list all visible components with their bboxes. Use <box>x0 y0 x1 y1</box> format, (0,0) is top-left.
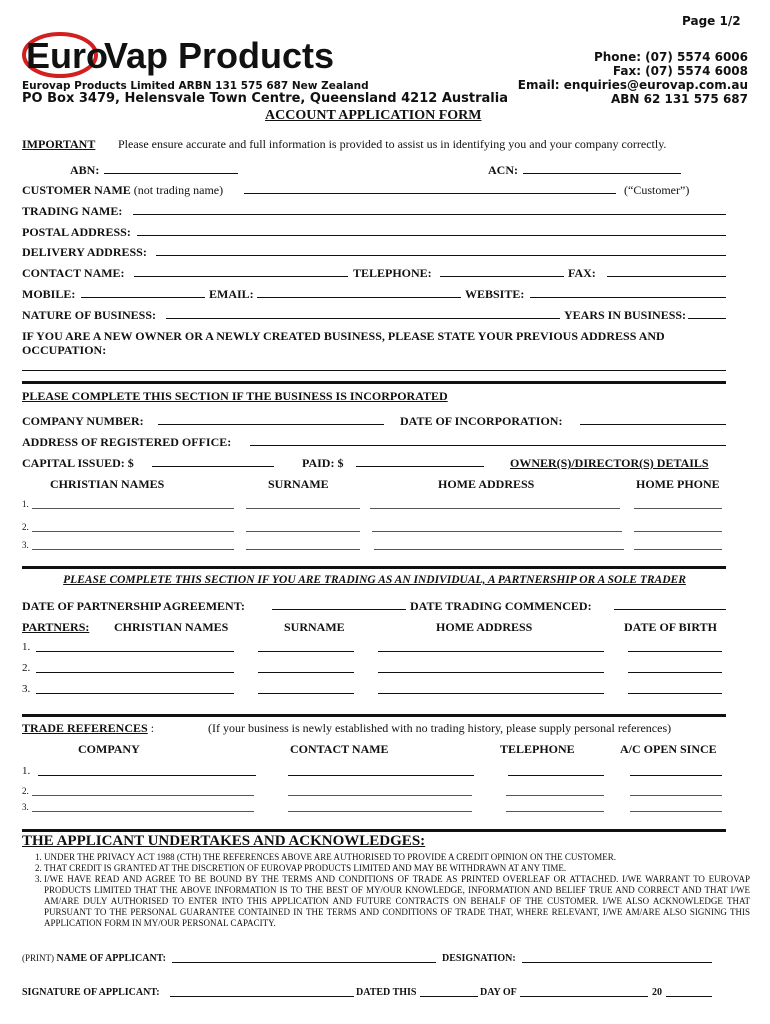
customer-name-note: (not trading name) <box>133 183 224 197</box>
ref-row-number: 2. <box>22 786 29 796</box>
col-ac-open-since: A/C OPEN SINCE <box>620 742 717 756</box>
partner-3-dob[interactable] <box>628 693 722 694</box>
owner-3-christian-name[interactable] <box>32 549 234 550</box>
designation-label: DESIGNATION: <box>442 953 516 964</box>
partner-3-address[interactable] <box>378 693 604 694</box>
print-prefix: (PRINT) <box>22 953 54 963</box>
postal-address-label: POSTAL ADDRESS: <box>22 225 131 239</box>
abn-field[interactable] <box>104 163 238 174</box>
company-registration: Eurovap Products Limited ARBN 131 575 687 New Zealand <box>22 80 369 92</box>
ref-3-company[interactable] <box>32 811 254 812</box>
telephone-field[interactable] <box>440 266 564 277</box>
contact-name-label: CONTACT NAME: <box>22 266 125 280</box>
nature-of-business-field[interactable] <box>166 308 560 319</box>
paid-field[interactable] <box>356 456 484 467</box>
partner-1-dob[interactable] <box>628 651 722 652</box>
partner-3-surname[interactable] <box>258 693 354 694</box>
ref-2-open-since[interactable] <box>630 795 722 796</box>
company-email: Email: enquiries@eurovap.com.au <box>517 78 748 92</box>
logo-vap: Vap Products <box>104 35 335 76</box>
owner-3-phone[interactable] <box>634 549 722 550</box>
ref-3-open-since[interactable] <box>630 811 722 812</box>
email-field[interactable] <box>257 287 461 298</box>
trade-refs-label: TRADE REFERENCES <box>22 721 148 735</box>
ref-1-contact[interactable] <box>288 775 474 776</box>
owner-1-address[interactable] <box>370 508 620 509</box>
owner-1-phone[interactable] <box>634 508 722 509</box>
acknowledge-item: 1. UNDER THE PRIVACY ACT 1988 (CTH) THE REFERENCES ABOVE ARE AUTHORISED TO PROVIDE A CREDIT OPINION ON THE CUSTOMER. <box>44 852 750 863</box>
customer-name-field[interactable] <box>244 183 616 194</box>
ref-1-open-since[interactable] <box>630 775 722 776</box>
years-in-business-label: YEARS IN BUSINESS: <box>564 308 687 322</box>
mobile-label: MOBILE: <box>22 287 76 301</box>
day-of-field[interactable] <box>520 987 648 997</box>
important-label: IMPORTANT <box>22 137 96 151</box>
owner-1-surname[interactable] <box>246 508 360 509</box>
acknowledge-list <box>22 852 750 929</box>
owner-2-christian-name[interactable] <box>32 531 234 532</box>
individual-heading: PLEASE COMPLETE THIS SECTION IF YOU ARE TRADING AS AN INDIVIDUAL, A PARTNERSHIP OR A SOLE TRADER <box>63 574 686 586</box>
company-phone: Phone: (07) 5574 6006 <box>593 50 748 64</box>
postal-address-field[interactable] <box>137 225 726 236</box>
owner-3-surname[interactable] <box>246 549 360 550</box>
date-of-incorporation-label: DATE OF INCORPORATION: <box>400 414 563 428</box>
ref-row-number: 3. <box>22 802 29 812</box>
form-title: ACCOUNT APPLICATION FORM <box>265 108 482 123</box>
signature-label: SIGNATURE OF APPLICANT: <box>22 987 160 998</box>
date-of-incorporation-field[interactable] <box>580 414 726 425</box>
ref-2-company[interactable] <box>32 795 254 796</box>
trading-name-field[interactable] <box>133 204 726 215</box>
signature-field[interactable] <box>170 987 354 997</box>
customer-suffix: (“Customer”) <box>624 183 690 197</box>
company-fax: Fax: (07) 5574 6008 <box>612 64 748 78</box>
col-home-address: HOME ADDRESS <box>436 620 533 634</box>
company-logo <box>22 30 342 85</box>
owner-3-address[interactable] <box>374 549 624 550</box>
website-label: WEBSITE: <box>465 287 525 301</box>
website-field[interactable] <box>530 287 726 298</box>
col-surname: SURNAME <box>284 620 345 634</box>
col-company: COMPANY <box>78 742 140 756</box>
eurovap-logo-icon <box>22 30 342 80</box>
owner-1-christian-name[interactable] <box>32 508 234 509</box>
col-contact-name: CONTACT NAME <box>290 742 389 756</box>
partner-2-address[interactable] <box>378 672 604 673</box>
trade-refs-colon: : <box>150 721 155 735</box>
trade-refs-note: (If your business is newly established with no trading history, please supply personal references) <box>208 721 672 735</box>
partner-2-surname[interactable] <box>258 672 354 673</box>
acn-field[interactable] <box>523 163 681 174</box>
acknowledge-item: 3. I/WE HAVE READ AND AGREE TO BE BOUND BY THE TERMS AND CONDITIONS OF TRADE AS PRINTED OVERLEAF OR ATTACHED. I/WE WARRANT TO EUROVAP PRODUCTS LIMITED THAT THE ABOVE INFORMATION IS TO THE BEST OF MY/OUR KNOWLEDGE, INFORMATION AND BELIEF TRUE AND CORRECT AND THAT I/WE AM/ARE DULY AUTHORISED TO ENTER INTO THIS APPLICATION AND FUTURE CONTRACTS ON BEHALF OF THE CUSTOMER. I/WE ALSO ACKNOWLEDGE THAT PURSUANT TO THE PERSONAL GUARANTEE CONTAINED IN THE TERMS AND CONDITIONS OF TRADE THAT, WHERE RELEVANT, I/WE AM/ARE ALSO SIGNING THIS APPLICATION FORM IN MY/OUR PERSONAL CAPACITY. <box>44 874 750 929</box>
acknowledge-heading: THE APPLICANT UNDERTAKES AND ACKNOWLEDGES: <box>22 833 426 849</box>
partner-1-address[interactable] <box>378 651 604 652</box>
owner-2-surname[interactable] <box>246 531 360 532</box>
telephone-label: TELEPHONE: <box>353 266 432 280</box>
owner-2-phone[interactable] <box>634 531 722 532</box>
ref-2-contact[interactable] <box>288 795 472 796</box>
name-of-applicant-field[interactable] <box>172 953 436 963</box>
capital-issued-label: CAPITAL ISSUED: $ <box>22 456 134 470</box>
partner-row-number: 3. <box>22 683 31 695</box>
fax-label: FAX: <box>568 266 596 280</box>
trading-name-label: TRADING NAME: <box>22 204 123 218</box>
ref-1-company[interactable] <box>38 775 256 776</box>
ref-3-contact[interactable] <box>288 811 472 812</box>
day-of-label: DAY OF <box>480 987 517 998</box>
date-partnership-label: DATE OF PARTNERSHIP AGREEMENT: <box>22 599 245 613</box>
incorporated-heading: PLEASE COMPLETE THIS SECTION IF THE BUSINESS IS INCORPORATED <box>22 389 448 403</box>
dated-this-field[interactable] <box>420 987 478 997</box>
owner-row-number: 1. <box>22 499 29 509</box>
name-of-applicant-label: NAME OF APPLICANT: <box>56 953 166 964</box>
owner-row-number: 2. <box>22 522 29 532</box>
capital-issued-field[interactable] <box>152 456 274 467</box>
date-trading-field[interactable] <box>614 599 726 610</box>
col-surname: SURNAME <box>268 477 329 491</box>
col-christian-names: CHRISTIAN NAMES <box>50 477 165 491</box>
ref-1-telephone[interactable] <box>508 775 604 776</box>
registered-office-label: ADDRESS OF REGISTERED OFFICE: <box>22 435 232 449</box>
delivery-address-label: DELIVERY ADDRESS: <box>22 245 147 259</box>
partner-1-christian-name[interactable] <box>36 651 234 652</box>
owner-2-address[interactable] <box>372 531 622 532</box>
section-divider <box>22 829 726 832</box>
date-trading-label: DATE TRADING COMMENCED: <box>410 599 592 613</box>
customer-name-label: CUSTOMER NAME <box>22 183 131 197</box>
ref-2-telephone[interactable] <box>506 795 604 796</box>
owners-directors-label: OWNER(S)/DIRECTOR(S) DETAILS <box>510 456 709 470</box>
partner-1-surname[interactable] <box>258 651 354 652</box>
previous-address-field[interactable] <box>22 370 726 371</box>
new-owner-line1: IF YOU ARE A NEW OWNER OR A NEWLY CREATED BUSINESS, PLEASE STATE YOUR PREVIOUS ADDRESS AND <box>22 329 665 343</box>
col-date-of-birth: DATE OF BIRTH <box>624 620 717 634</box>
years-in-business-field[interactable] <box>688 308 726 319</box>
paid-label: PAID: $ <box>302 456 344 470</box>
nature-of-business-label: NATURE OF BUSINESS: <box>22 308 157 322</box>
page-label: Page 1/2 <box>682 14 741 28</box>
designation-field[interactable] <box>522 953 712 963</box>
ref-3-telephone[interactable] <box>506 811 604 812</box>
new-owner-line2: OCCUPATION: <box>22 343 107 357</box>
company-abn: ABN 62 131 575 687 <box>610 92 748 106</box>
fax-field[interactable] <box>607 266 726 277</box>
section-divider <box>22 381 726 384</box>
contact-name-field[interactable] <box>134 266 348 277</box>
partner-2-christian-name[interactable] <box>36 672 234 673</box>
owner-row-number: 3. <box>22 540 29 550</box>
col-home-address: HOME ADDRESS <box>438 477 535 491</box>
acknowledge-item: 2. THAT CREDIT IS GRANTED AT THE DISCRETION OF EUROVAP PRODUCTS LIMITED AND MAY BE WITHDRAWN AT ANY TIME. <box>44 863 750 874</box>
dated-this-label: DATED THIS <box>356 987 417 998</box>
delivery-address-field[interactable] <box>156 245 726 256</box>
important-text: Please ensure accurate and full information is provided to assist us in identifying you and your company correctly. <box>118 137 667 151</box>
logo-euro: Euro <box>26 35 109 76</box>
email-label: EMAIL: <box>209 287 254 301</box>
date-partnership-field[interactable] <box>272 599 406 610</box>
partner-row-number: 2. <box>22 662 31 674</box>
col-telephone: TELEPHONE <box>500 742 575 756</box>
ref-row-number: 1. <box>22 765 31 777</box>
section-divider <box>22 714 726 717</box>
col-home-phone: HOME PHONE <box>636 477 720 491</box>
company-address: PO Box 3479, Helensvale Town Centre, Queensland 4212 Australia <box>22 91 508 106</box>
registered-office-field[interactable] <box>250 435 726 446</box>
partner-2-dob[interactable] <box>628 672 722 673</box>
section-divider <box>22 566 726 569</box>
year-field[interactable] <box>666 987 712 997</box>
company-number-label: COMPANY NUMBER: <box>22 414 144 428</box>
mobile-field[interactable] <box>81 287 205 298</box>
partner-3-christian-name[interactable] <box>36 693 234 694</box>
acn-label: ACN: <box>488 163 518 177</box>
partner-row-number: 1. <box>22 641 31 653</box>
abn-label: ABN: <box>70 163 100 177</box>
company-number-field[interactable] <box>158 414 384 425</box>
partners-label: PARTNERS: <box>22 620 90 634</box>
col-christian-names: CHRISTIAN NAMES <box>114 620 229 634</box>
year-prefix: 20 <box>652 987 662 998</box>
